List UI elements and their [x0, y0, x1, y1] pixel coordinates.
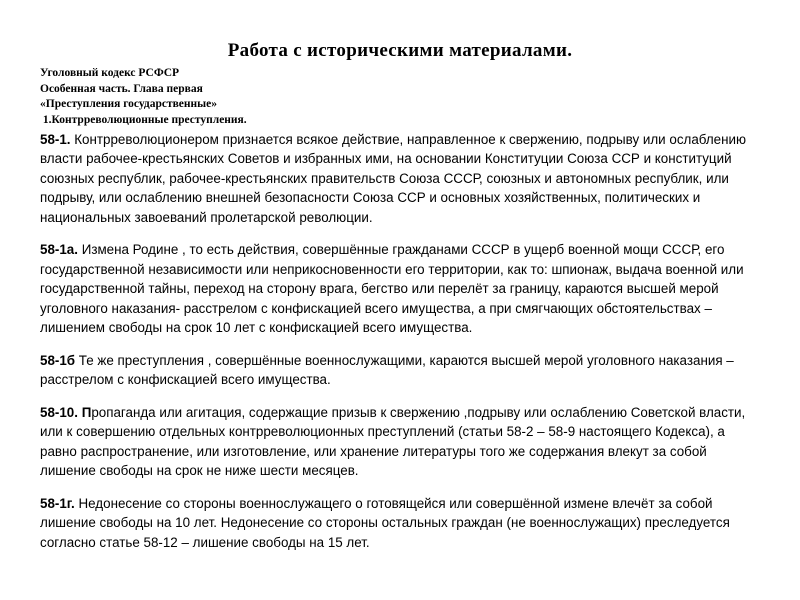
article-paragraph: [40, 494, 762, 552]
article-paragraph: [40, 240, 762, 337]
source-heading-line-1: Уголовный кодекс РСФСР: [40, 67, 180, 79]
document-body: [40, 66, 762, 566]
page-title: Работа с историческими материалами.: [227, 40, 573, 61]
article-text: Контрреволюционером признается всякое действие, направленное к свержению, подрыву или ослаблению власти рабочее-крестьянских Советов и избранных ими, на основании Конституции Союза ССР и конституций союзных республик, рабочее-крестьянских правительств Союза СССР, союзных и автономных республик, или подрыву, или ослаблению внешней безопасности Союза ССР и основных хозяйственных, политических и национальных завоеваний пролетарской революции.: [40, 132, 747, 225]
source-heading-line-3: «Преступления государственные»: [40, 98, 217, 110]
article-paragraph: [40, 403, 762, 481]
article-text: ропаганда или агитация, содержащие призыв к свержению ,подрыву или ослаблению Советской власти, или к совершению отдельных контрреволюционных преступлений (статьи 58-2 – 58-9 настоящего Кодекса), а равно распространение, или изготовление, или хранение литературы того же содержания влекут за собой лишение свободы на срок не ниже шести месяцев.: [40, 405, 746, 479]
article-text: Те же преступления , совершённые военнослужащими, караются высшей мерой уголовного наказания – расстрелом с конфискацией всего имущества.: [40, 352, 734, 388]
article-paragraph: [40, 130, 762, 227]
article-number: 58-1б: [40, 352, 76, 368]
article-number: 58-1а.: [40, 242, 78, 258]
article-paragraph: [40, 351, 762, 390]
source-heading: [40, 66, 762, 128]
article-number: 58-1г.: [40, 496, 75, 512]
article-number: 58-10. П: [40, 405, 92, 421]
source-heading-line-2: Особенная часть. Глава первая: [40, 82, 203, 95]
article-text: Недонесение со стороны военнослужащего о готовящейся или совершённой измене влечёт за собой лишение свободы на 10 лет. Недонесение со стороны остальных граждан (не военнослужащих) преследуется согласно статье 58-12 – лишение свободы на 15 лет.: [40, 496, 730, 550]
article-text: Измена Родине , то есть действия, совершённые гражданами СССР в ущерб военной мощи СССР, его государственной независимости или неприкосновенности его территории, как то: шпионаж, выдача военной или государственной тайны, переход на сторону врага, бегство или перелёт за границу, караются высшей мерой уголовного наказания- расстрелом с конфискацией всего имущества, а при смягчающих обстоятельствах – лишением свободы на срок 10 лет с конфискацией всего имущества.: [40, 242, 744, 336]
source-heading-line-4: 1.Контрреволюционные преступления.: [40, 113, 247, 126]
article-number: 58-1.: [40, 132, 71, 147]
